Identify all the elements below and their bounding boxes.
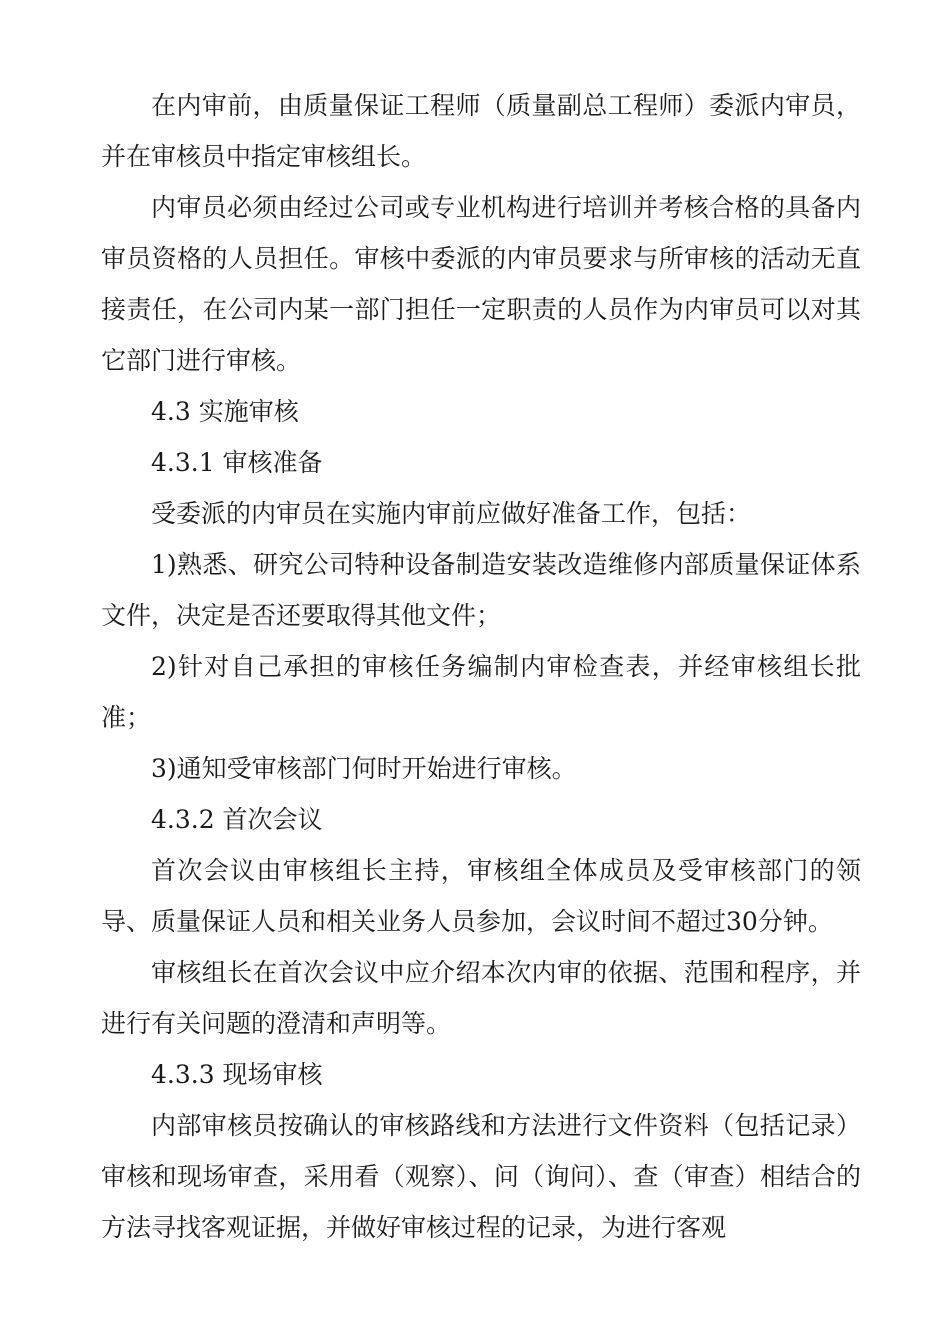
document-body [101,80,861,1253]
list-item-3: 3)通知受审核部门何时开始进行审核。 [151,754,577,783]
paragraph-onsite-audit: 内部审核员按确认的审核路线和方法进行文件资料（包括记录）审核和现场审查，采用看（观察）、问（询问）、查（审查）相结合的方法寻找客观证据，并做好审核过程的记录，为进行客观 [101,1111,861,1242]
paragraph-first-meeting-content: 审核组长在首次会议中应介绍本次内审的依据、范围和程序，并进行有关问题的澄清和声明等。 [101,958,861,1038]
section-heading-4-3-1: 4.3.1 审核准备 [151,448,323,477]
list-item-2: 2)针对自己承担的审核任务编制内审检查表，并经审核组长批准； [101,652,861,732]
section-heading-4-3: 4.3 实施审核 [151,397,299,426]
paragraph-internal-auditor-assignment: 在内审前，由质量保证工程师（质量副总工程师）委派内审员，并在审核员中指定审核组长。 [101,91,861,171]
section-heading-4-3-2: 4.3.2 首次会议 [151,805,323,834]
paragraph-first-meeting: 首次会议由审核组长主持，审核组全体成员及受审核部门的领导、质量保证人员和相关业务人员参加，会议时间不超过30分钟。 [101,856,861,936]
section-heading-4-3-3: 4.3.3 现场审核 [151,1060,323,1089]
list-item-1: 1)熟悉、研究公司特种设备制造安装改造维修内部质量保证体系文件，决定是否还要取得其他文件； [101,550,861,630]
paragraph-auditor-qualification: 内审员必须由经过公司或专业机构进行培训并考核合格的具备内审员资格的人员担任。审核中委派的内审员要求与所审核的活动无直接责任，在公司内某一部门担任一定职责的人员作为内审员可以对其它部门进行审核。 [101,193,861,375]
paragraph-preparation-intro: 受委派的内审员在实施内审前应做好准备工作，包括： [151,499,752,528]
